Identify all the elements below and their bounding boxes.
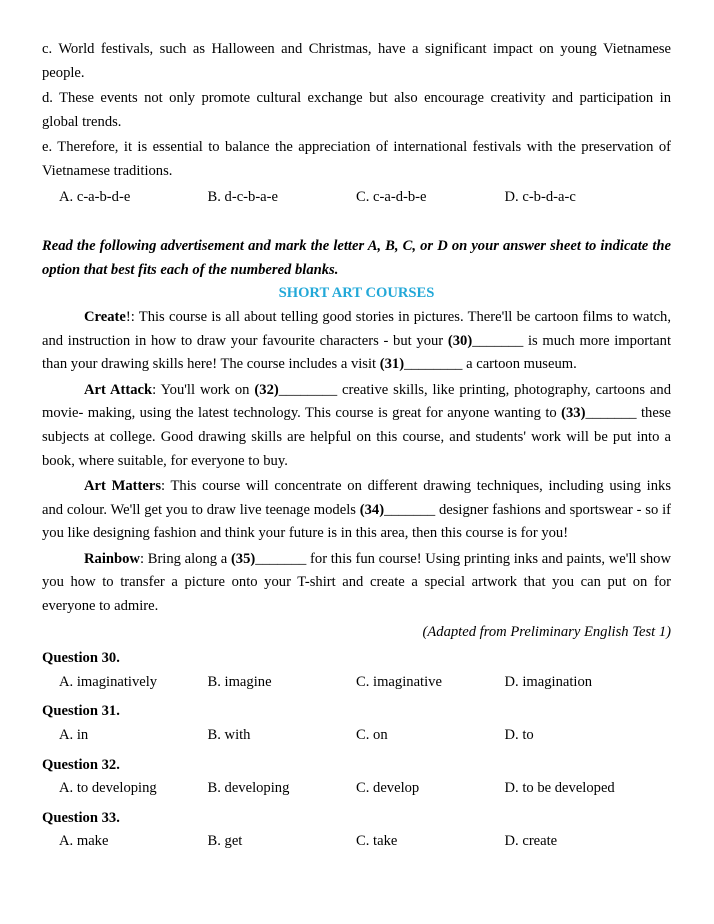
instruction: Read the following advertisement and mark the letter A, B, C, or D on your answer sheet to indicate the option that best fits each of the numbered blanks. (42, 238, 671, 278)
question-options (42, 830, 671, 854)
order-item-c: c. World festivals, such as Halloween and Christmas, have a significant impact on young Vietnamese people. (42, 41, 671, 81)
blank-number: (34) (359, 501, 385, 518)
course-name: Art Attack (84, 381, 153, 398)
order-item-d: d. These events not only promote cultural exchange but also encourage creativity and participation in global trends. (42, 90, 671, 130)
course-name: Rainbow (84, 550, 140, 567)
question-options (42, 671, 671, 695)
question-label: Question 32. (42, 756, 120, 773)
option-c: C. imaginative (356, 673, 442, 690)
order-option-b: B. d-c-b-a-e (207, 188, 278, 205)
course-name: Create (84, 308, 126, 325)
course-text: _______ is much more important than your drawing skills here! The course includes a visit (42, 332, 671, 373)
option-a: A. make (59, 833, 109, 850)
course-text: _______ for this fun course! Using printing inks and paints, we'll show you how to transfer a picture onto your T-shirt and create a special artwork that you can put on for everyone to admire. (42, 550, 671, 615)
blank-number: (35) (230, 550, 256, 567)
course-text: _______ these subjects at college. Good drawing skills are helpful on this course, and students' work will be put into a book, where suitable, for everyone to buy. (42, 405, 671, 469)
course-text: _______ designer fashions and sportswear - so if you like designing fashion and think your future is in this area, then this course is for you! (42, 501, 671, 542)
course-text: !: This course is all about telling good stories in pictures. There'll be cartoon films to watch, and instruction in how to draw your favourite characters - but your (42, 308, 671, 349)
option-d: D. imagination (504, 673, 593, 690)
blank-number: (32) (254, 381, 279, 398)
blank-number: (30) (447, 332, 473, 349)
question-label: Question 33. (42, 809, 120, 826)
question-options (42, 777, 671, 801)
question-31 (42, 700, 671, 747)
question-label: Question 30. (42, 650, 120, 667)
option-d: D. to (504, 727, 534, 744)
option-a: A. to developing (59, 780, 157, 797)
option-b: B. developing (207, 780, 290, 797)
course-art-matters (42, 475, 671, 546)
ad-title: SHORT ART COURSES (278, 285, 435, 302)
option-d: D. to be developed (504, 780, 615, 797)
course-name: Art Matters (84, 478, 162, 495)
question-32 (42, 754, 671, 801)
course-create (42, 306, 671, 377)
order-option-a: A. c-a-b-d-e (59, 188, 131, 205)
course-rainbow (42, 548, 671, 619)
question-33 (42, 807, 671, 854)
order-option-c: C. c-a-d-b-e (356, 188, 427, 205)
course-text: : Bring along a (139, 550, 231, 567)
course-text: : This course will concentrate on different drawing techniques, including using inks and colour. We'll get you to draw live teenage models (42, 478, 672, 518)
blank-number: (33) (561, 405, 586, 422)
option-c: C. develop (356, 780, 420, 797)
order-options (42, 186, 671, 210)
course-art-attack (42, 379, 671, 473)
option-b: B. get (207, 833, 243, 850)
option-a: A. in (59, 727, 89, 744)
course-text: ________ a cartoon museum. (404, 356, 577, 373)
option-c: C. take (356, 833, 398, 850)
question-30 (42, 647, 671, 694)
source-citation: (Adapted from Preliminary English Test 1) (422, 623, 671, 640)
question-label: Question 31. (42, 703, 120, 720)
order-option-d: D. c-b-d-a-c (504, 188, 576, 205)
option-c: C. on (356, 727, 388, 744)
order-item-e: e. Therefore, it is essential to balance the appreciation of international festivals with the preservation of Vietnamese traditions. (42, 139, 671, 179)
question-options (42, 724, 671, 748)
option-b: B. with (207, 727, 251, 744)
option-d: D. create (504, 833, 558, 850)
course-text: : You'll work on (152, 381, 255, 398)
course-text: ________ creative skills, like printing, photography, cartoons and movie- making, using the latest technology. This course is great for anyone wanting to (42, 381, 671, 422)
option-a: A. imaginatively (59, 673, 158, 690)
blank-number: (31) (379, 356, 405, 373)
option-b: B. imagine (207, 673, 272, 690)
